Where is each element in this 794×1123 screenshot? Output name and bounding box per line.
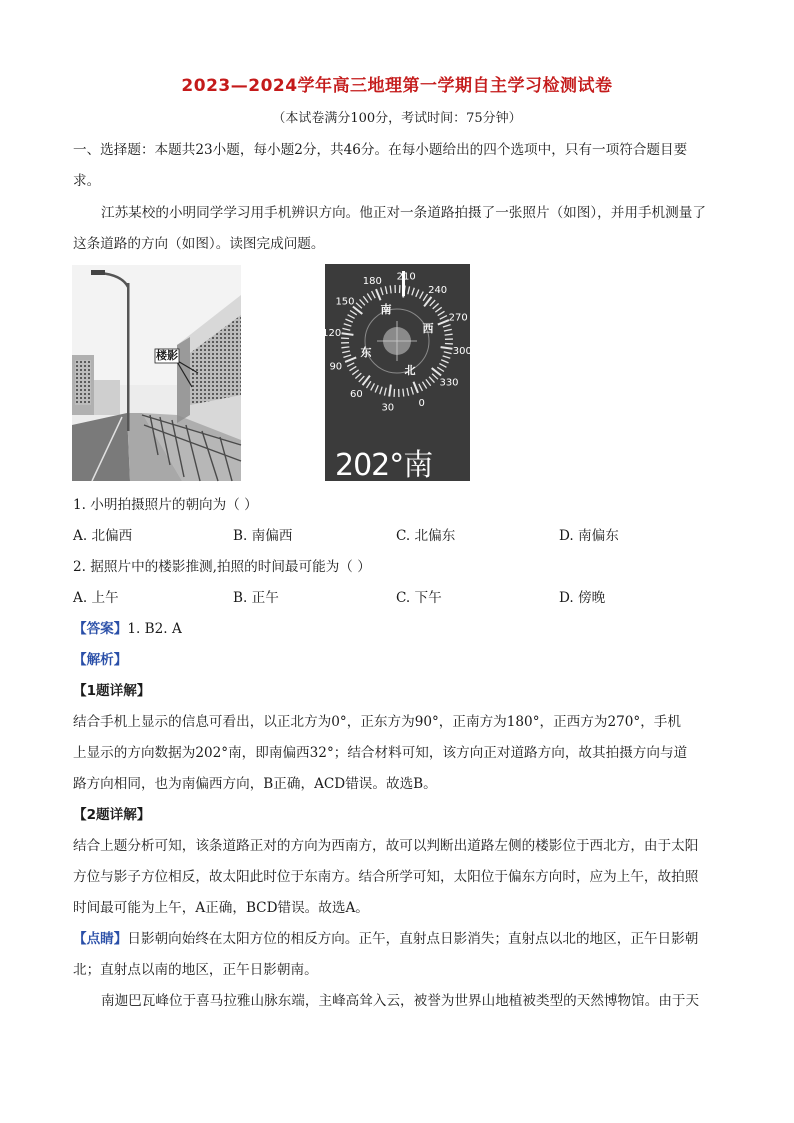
compass-tick [367, 381, 371, 388]
compass-number: 180 [362, 275, 382, 287]
tip-row [73, 930, 698, 948]
compass-tick [438, 320, 449, 324]
compass-tick [389, 385, 391, 397]
compass-tick [441, 347, 453, 349]
section-instructions-line1: 一、选择题：本题共23小题，每小题2分，共46分。在每小题给出的四个选项中，只有一项符合题目要 [73, 142, 688, 158]
compass-tick [441, 360, 448, 363]
compass-tick [371, 383, 375, 390]
compass-tick [355, 373, 361, 378]
detail-2-line2: 方位与影子方位相反，故太阳此时位于东南方。结合所学可知，太阳位于偏东方向时，应为上午，故拍照 [73, 869, 699, 885]
page-title: 2023—2024学年高三地理第一学期自主学习检测试卷 [181, 76, 613, 96]
compass-number: 270 [448, 312, 468, 324]
answer-tag: 【答案】 [73, 621, 128, 637]
compass-tick [407, 388, 409, 396]
compass-tick [412, 288, 414, 296]
compass-tick [420, 292, 424, 299]
compass-tick [444, 352, 452, 354]
detail-2-title: 【2题详解】 [73, 807, 151, 823]
compass-tick [345, 319, 352, 322]
compass-tick [372, 291, 376, 298]
compass-number: 30 [381, 402, 395, 414]
compass-dir-south: 南 [380, 303, 392, 316]
detail-1-line1: 结合手机上显示的信息可看出，以正北方为0°，正东方为90°，正南方为180°，正西方为270°，手机 [73, 714, 681, 730]
compass-tick [350, 311, 357, 315]
compass-tick [360, 299, 365, 305]
detail-2-line3: 时间最可能为上午，A正确，BCD错误。故选A。 [73, 900, 369, 916]
compass-tick [439, 364, 446, 368]
q1-option-a: A. 北偏西 [73, 528, 133, 544]
intro-line2: 这条道路的方向（如图）。读图完成问题。 [73, 236, 325, 252]
compass-tick [345, 357, 356, 361]
compass-tick [438, 311, 445, 315]
compass-tick [443, 356, 451, 358]
q2-option-b: B. 正午 [233, 590, 279, 606]
compass-tick [376, 289, 380, 300]
q1-option-b: B. 南偏西 [233, 528, 293, 544]
compass-tick [411, 387, 413, 395]
compass-tick [433, 304, 439, 309]
compass-tick [385, 286, 387, 294]
detail-1-line2: 上显示的方向数据为202°南，即南偏西32°；结合材料可知，该方向正对道路方向，故其拍摄方向与道 [73, 745, 688, 761]
compass-tick [375, 385, 378, 392]
street-photo-drawing [72, 265, 241, 481]
compass-number: 150 [335, 296, 355, 308]
answer-row [73, 620, 182, 638]
compass-tick [430, 300, 435, 306]
intro-line1: 江苏某校的小明同学学习用手机辨识方向。他正对一条道路拍摄了一张照片（如图），并用手机测量了 [101, 205, 706, 221]
compass-tick [443, 325, 451, 327]
compass-tick [356, 303, 362, 308]
compass-dir-north: 北 [404, 364, 416, 377]
q1-option-c: C. 北偏东 [396, 528, 456, 544]
compass-number: 300 [452, 346, 472, 358]
q2-option-a: A. 上午 [73, 590, 119, 606]
tip-line1: 日影朝向始终在太阳方位的相反方向。正午，直射点日影消失；直射点以北的地区，正午日影朝 [127, 931, 699, 947]
compass-tick [403, 389, 404, 397]
compass-tick [359, 376, 364, 382]
compass-tick [342, 328, 350, 330]
compass-number: 240 [428, 284, 448, 296]
compass-reading: 202°南 [335, 448, 433, 483]
compass-tick [416, 289, 419, 296]
street-photo [72, 265, 241, 481]
compass-tick [426, 379, 431, 385]
compass-tick [408, 286, 410, 294]
phone-compass [322, 264, 472, 483]
compass-tick [348, 315, 355, 319]
compass-tick [343, 355, 351, 357]
compass-tick [413, 382, 417, 393]
next-passage-line1: 南迦巴瓦峰位于喜马拉雅山脉东端，主峰高耸入云，被誉为世界山地植被类型的天然博物馆。由于天 [101, 993, 700, 1009]
compass-tick [440, 316, 447, 320]
compass-tick [423, 294, 427, 301]
building-shadow-label: 楼影 [156, 349, 178, 362]
answer-text: 1. B2. A [127, 621, 182, 637]
question-2-stem: 2. 据照片中的楼影推测,拍照的时间最可能为（ ） [73, 559, 371, 575]
detail-2-line1: 结合上题分析可知，该条道路正对的方向为西南方，故可以判断出道路左侧的楼影位于西北方，由于太阳 [73, 838, 699, 854]
compass-tick [444, 329, 452, 331]
compass-tick [352, 370, 358, 375]
q2-option-d: D. 傍晚 [559, 590, 606, 606]
compass-tick [341, 347, 349, 348]
compass-tick [367, 294, 371, 301]
compass-tick [432, 374, 438, 379]
exam-info: （本试卷满分100分，考试时间：75分钟） [272, 111, 522, 126]
compass-tick [445, 334, 453, 335]
compass-tick [350, 366, 357, 370]
tip-line2: 北；直射点以南的地区，正午日影朝南。 [73, 962, 318, 978]
compass-number: 60 [349, 389, 363, 401]
tip-tag: 【点睛】 [73, 931, 128, 947]
compass-tick [435, 307, 441, 312]
q1-option-d: D. 南偏东 [559, 528, 619, 544]
compass-number: 330 [439, 377, 459, 389]
compass-tick [342, 351, 350, 353]
question-1-stem: 1. 小明拍摄照片的朝向为（ ） [73, 497, 258, 513]
compass-tick [422, 382, 426, 389]
compass-number: 90 [329, 361, 343, 373]
compass-tick [344, 324, 352, 326]
compass-tick [419, 384, 423, 391]
section-instructions-line2: 求。 [73, 173, 101, 189]
compass-number: 0 [418, 398, 425, 410]
compass-tick [437, 367, 444, 371]
compass-tick [347, 363, 354, 367]
compass-tick [381, 287, 383, 295]
compass-tick [363, 296, 368, 302]
compass-tick [380, 387, 382, 395]
compass-dir-west: 西 [422, 322, 434, 335]
compass-number: 210 [396, 271, 416, 283]
compass-tick [342, 333, 354, 335]
compass-tick [429, 377, 434, 383]
compass-tick [390, 285, 391, 293]
compass-dir-east: 东 [360, 346, 372, 359]
q2-option-c: C. 下午 [396, 590, 442, 606]
detail-1-line3: 路方向相同，也为南偏西方向，B正确，ACD错误。故选B。 [73, 776, 437, 792]
compass-number: 120 [322, 327, 342, 339]
detail-1-title: 【1题详解】 [73, 683, 151, 699]
analysis-tag: 【解析】 [73, 652, 128, 668]
compass-tick [384, 388, 386, 396]
